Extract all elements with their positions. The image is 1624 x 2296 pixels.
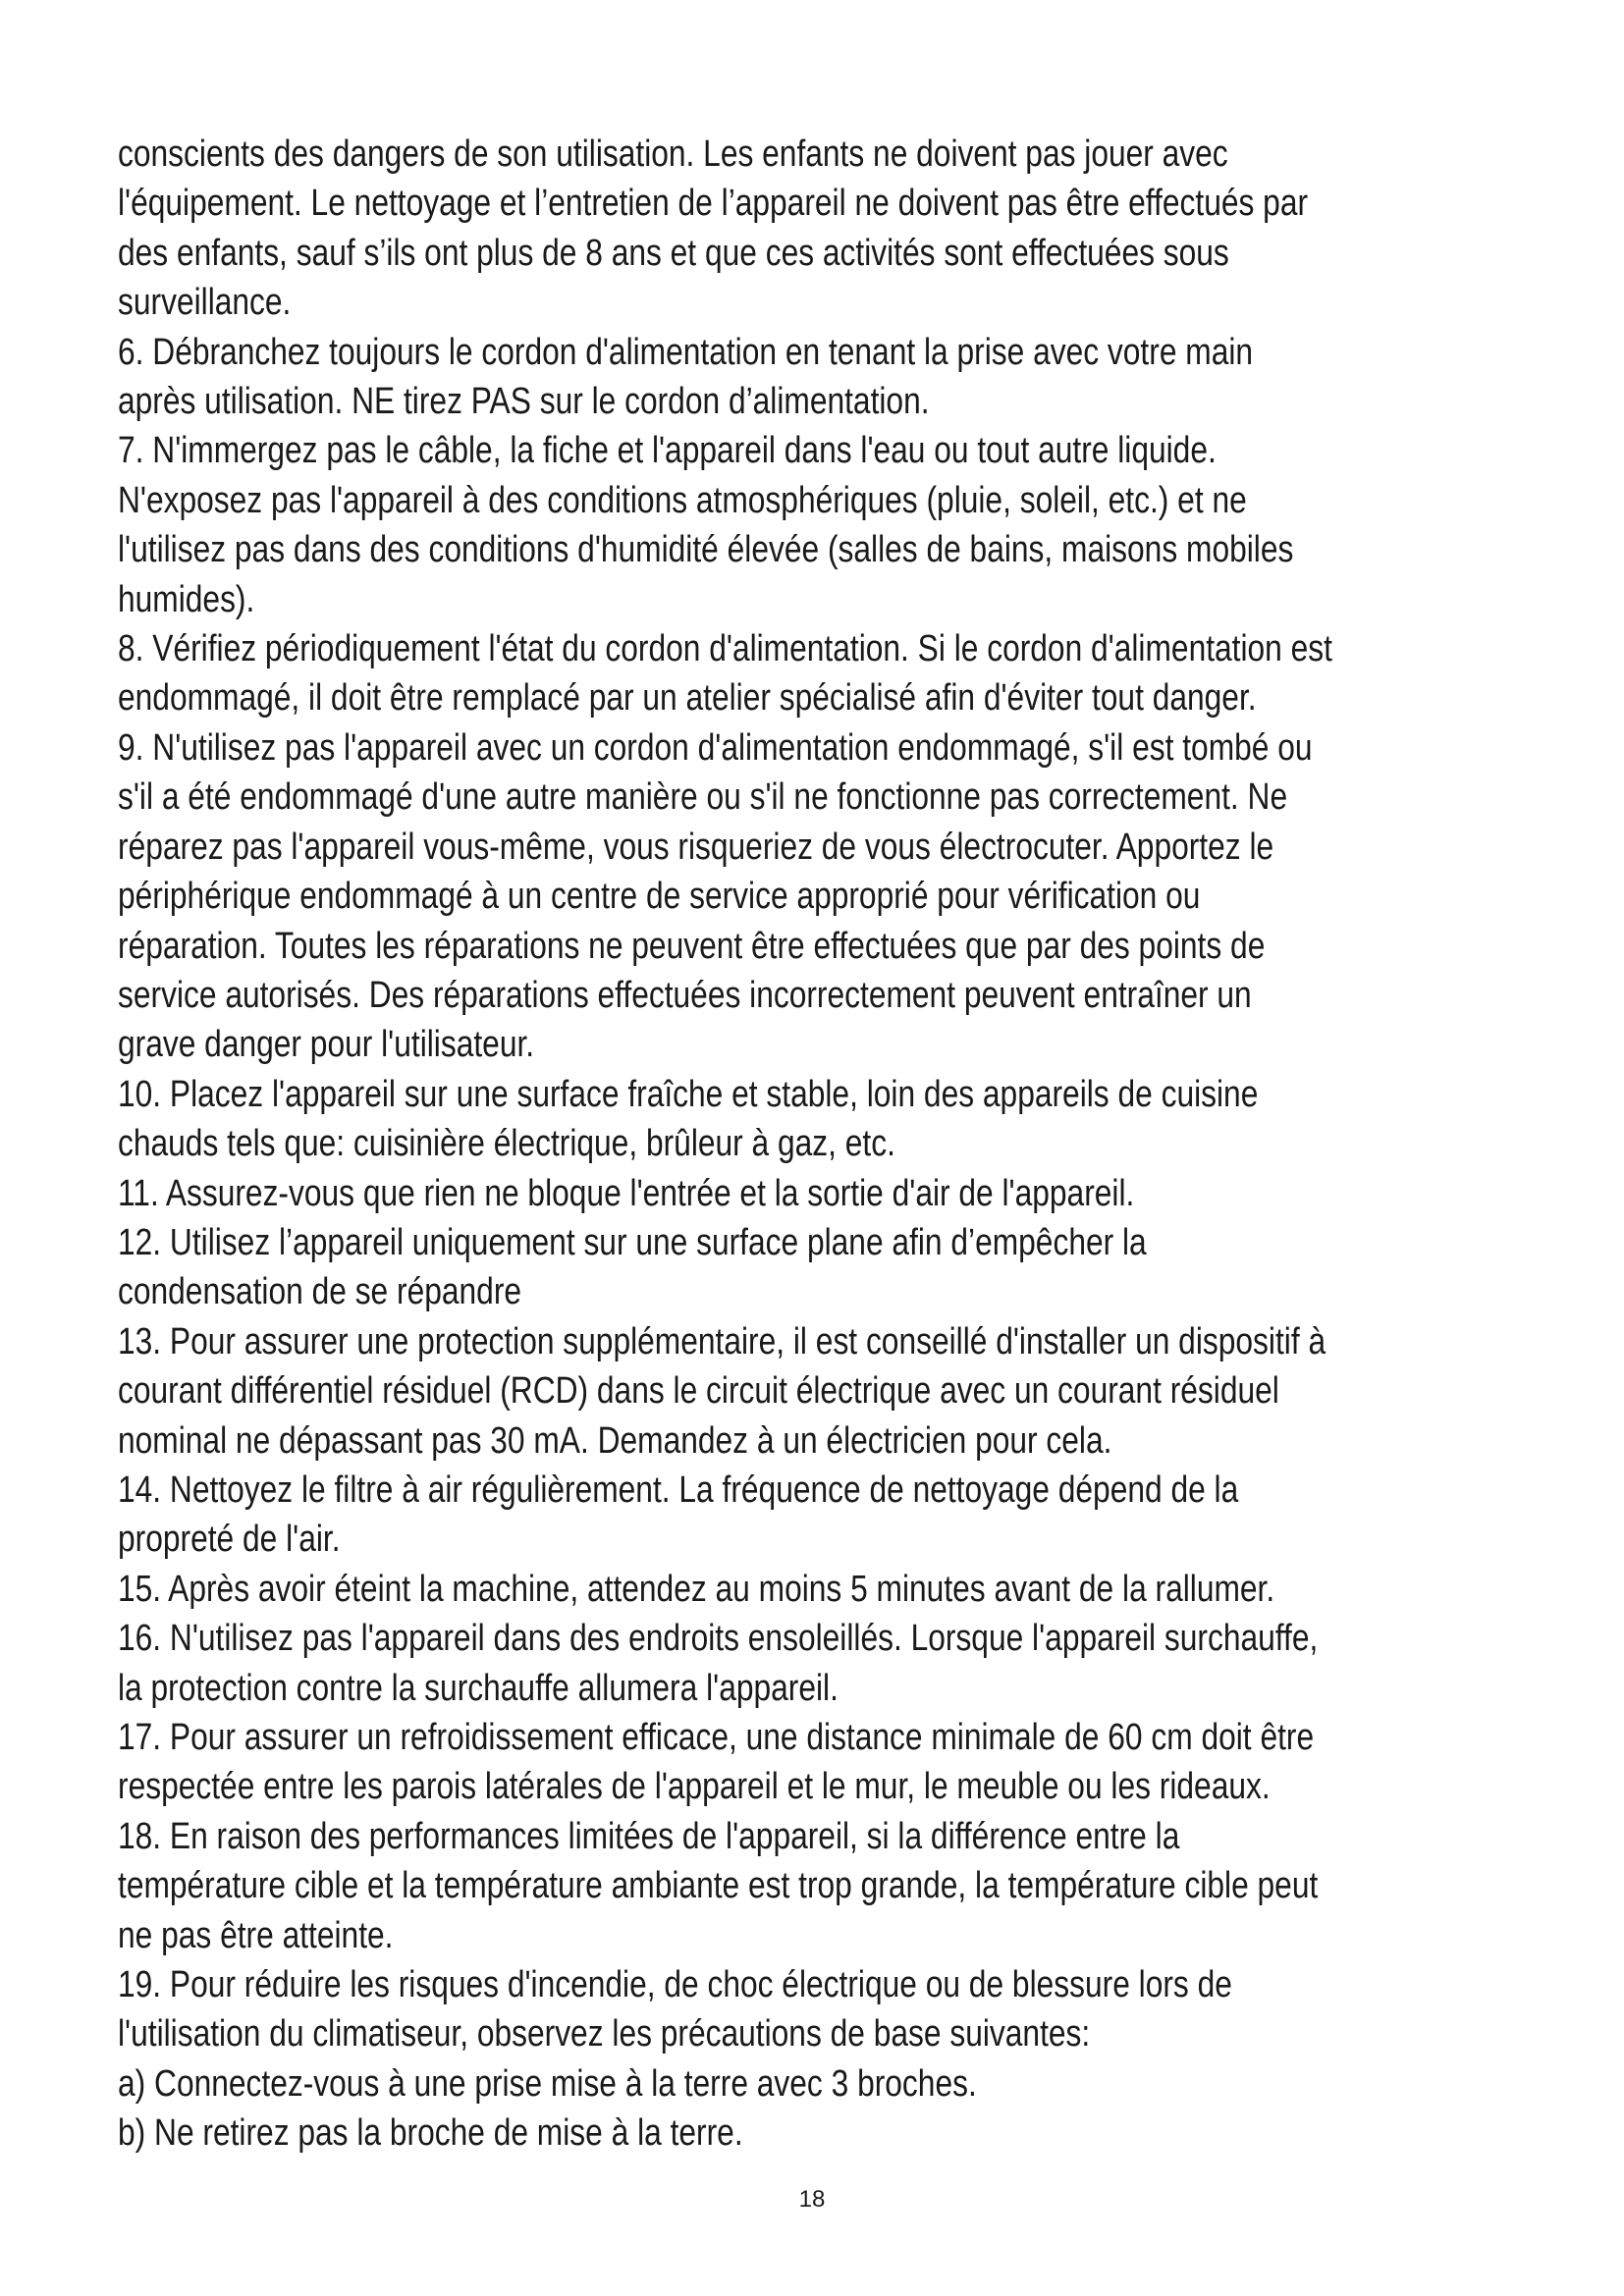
text-line: réparez pas l'appareil vous-même, vous risqueriez de vous électrocuter. Apportez le [118, 826, 1274, 868]
text-line: 19. Pour réduire les risques d'incendie, de choc électrique ou de blessure lors de [118, 1964, 1232, 2006]
text-line: respectée entre les parois latérales de l'appareil et le mur, le meuble ou les rideaux. [118, 1766, 1271, 1808]
text-line: l'équipement. Le nettoyage et l’entretien de l’appareil ne doivent pas être effectués par [118, 183, 1309, 225]
text-line: 15. Après avoir éteint la machine, attendez au moins 5 minutes avant de la rallumer. [118, 1568, 1275, 1610]
text-line: courant différentiel résiduel (RCD) dans le circuit électrique avec un courant résiduel [118, 1370, 1279, 1413]
text-line: a) Connectez-vous à une prise mise à la terre avec 3 broches. [118, 2062, 977, 2105]
text-line: 17. Pour assurer un refroidissement efficace, une distance minimale de 60 cm doit être [118, 1717, 1315, 1758]
text-line: des enfants, sauf s’ils ont plus de 8 ans et que ces activités sont effectuées sous [118, 232, 1229, 274]
text-line: service autorisés. Des réparations effectuées incorrectement peuvent entraîner un [118, 974, 1252, 1016]
text-line: humides). [118, 578, 255, 620]
text-line: 11. Assurez-vous que rien ne bloque l'entrée et la sortie d'air de l'appareil. [118, 1172, 1135, 1214]
text-line: conscients des dangers de son utilisation. Les enfants ne doivent pas jouer avec [118, 133, 1228, 175]
text-line: N'exposez pas l'appareil à des conditions atmosphériques (pluie, soleil, etc.) et ne [118, 479, 1247, 521]
text-line: l'utilisez pas dans des conditions d'humidité élevée (salles de bains, maisons mobiles [118, 529, 1294, 571]
safety-instructions-text [118, 130, 1332, 2159]
text-line: périphérique endommagé à un centre de service approprié pour vérification ou [118, 876, 1201, 918]
text-line: température cible et la température ambiante est trop grande, la température cible peut [118, 1865, 1319, 1907]
text-line: 18. En raison des performances limitées de l'appareil, si la différence entre la [118, 1815, 1180, 1857]
text-line: condensation de se répandre [118, 1271, 522, 1313]
text-line: 16. N'utilisez pas l'appareil dans des endroits ensoleillés. Lorsque l'appareil surchauffe, [118, 1618, 1319, 1660]
text-line: 7. N'immergez pas le câble, la fiche et l'appareil dans l'eau ou tout autre liquide. [118, 430, 1217, 472]
text-line: 9. N'utilisez pas l'appareil avec un cordon d'alimentation endommagé, s'il est tombé ou [118, 726, 1313, 769]
text-line: 12. Utilisez l’appareil uniquement sur une surface plane afin d’empêcher la [118, 1221, 1147, 1263]
text-line: surveillance. [118, 282, 292, 324]
text-line: grave danger pour l'utilisateur. [118, 1024, 535, 1066]
text-line: nominal ne dépassant pas 30 mA. Demandez à un électricien pour cela. [118, 1419, 1112, 1462]
text-line: b) Ne retirez pas la broche de mise à la terre. [118, 2112, 743, 2155]
text-line: propreté de l'air. [118, 1519, 341, 1561]
text-line: 6. Débranchez toujours le cordon d'alimentation en tenant la prise avec votre main [118, 331, 1254, 373]
text-line: endommagé, il doit être remplacé par un atelier spécialisé afin d'éviter tout danger. [118, 677, 1257, 720]
text-line: réparation. Toutes les réparations ne peuvent être effectuées que par des points de [118, 925, 1266, 967]
text-line: l'utilisation du climatiseur, observez les précautions de base suivantes: [118, 2013, 1091, 2056]
text-line: chauds tels que: cuisinière électrique, brûleur à gaz, etc. [118, 1123, 895, 1165]
text-line: ne pas être atteinte. [118, 1914, 394, 1956]
text-line: la protection contre la surchauffe allumera l'appareil. [118, 1667, 839, 1709]
text-line: 14. Nettoyez le filtre à air régulièrement. La fréquence de nettoyage dépend de la [118, 1468, 1239, 1511]
text-line: après utilisation. NE tirez PAS sur le cordon d’alimentation. [118, 381, 930, 423]
text-line: 13. Pour assurer une protection supplémentaire, il est conseillé d'installer un dispositif à [118, 1320, 1326, 1362]
text-line: 10. Placez l'appareil sur une surface fraîche et stable, loin des appareils de cuisine [118, 1073, 1259, 1115]
text-line: 8. Vérifiez périodiquement l'état du cordon d'alimentation. Si le cordon d'alimentation est [118, 628, 1332, 670]
text-line: s'il a été endommagé d'une autre manière ou s'il ne fonctionne pas correctement. Ne [118, 776, 1288, 819]
page-number: 18 [798, 2186, 826, 2213]
